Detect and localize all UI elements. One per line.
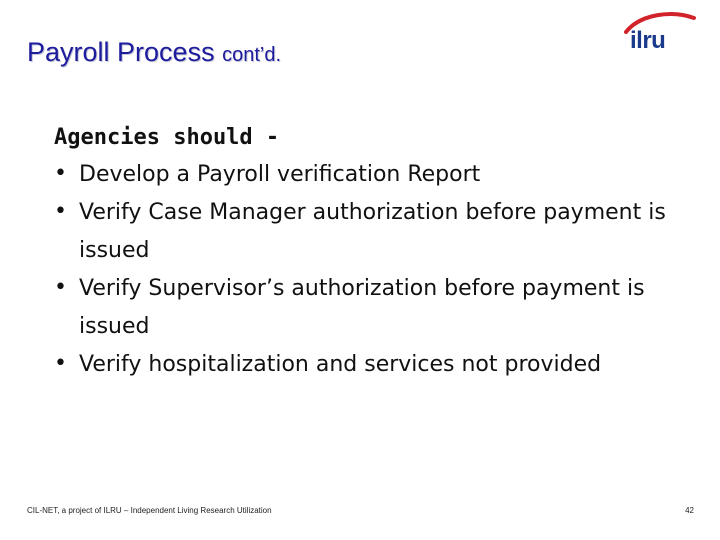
- bullet-item: [54, 156, 694, 194]
- title-suffix: cont’d.: [222, 44, 282, 66]
- ilru-logo-icon: [620, 10, 698, 56]
- bullet-item: [54, 270, 694, 346]
- bullet-list: [54, 156, 694, 384]
- bullet-dot: •: [54, 275, 67, 300]
- slide-body: [54, 120, 694, 384]
- bullet-text: Develop a Payroll verification Report: [79, 162, 481, 187]
- bullet-text: Verify Case Manager authorization before payment is issued: [79, 200, 666, 263]
- intro-text: Agencies should -: [54, 125, 280, 150]
- bullet-text: Verify hospitalization and services not provided: [79, 352, 602, 377]
- bullet-dot: •: [54, 199, 67, 224]
- bullet-dot: •: [54, 161, 67, 186]
- bullet-item: [54, 194, 694, 270]
- footer-text: CIL-NET, a project of ILRU – Independent Living Research Utilization: [27, 506, 272, 515]
- title-main: Payroll Process: [27, 37, 215, 67]
- bullet-item: [54, 346, 694, 384]
- bullet-dot: •: [54, 351, 67, 376]
- logo-text: ilru: [630, 27, 666, 54]
- page-number: 42: [685, 506, 694, 515]
- slide-title: [27, 36, 281, 68]
- bullet-text: Verify Supervisor’s authorization before payment is issued: [79, 276, 645, 339]
